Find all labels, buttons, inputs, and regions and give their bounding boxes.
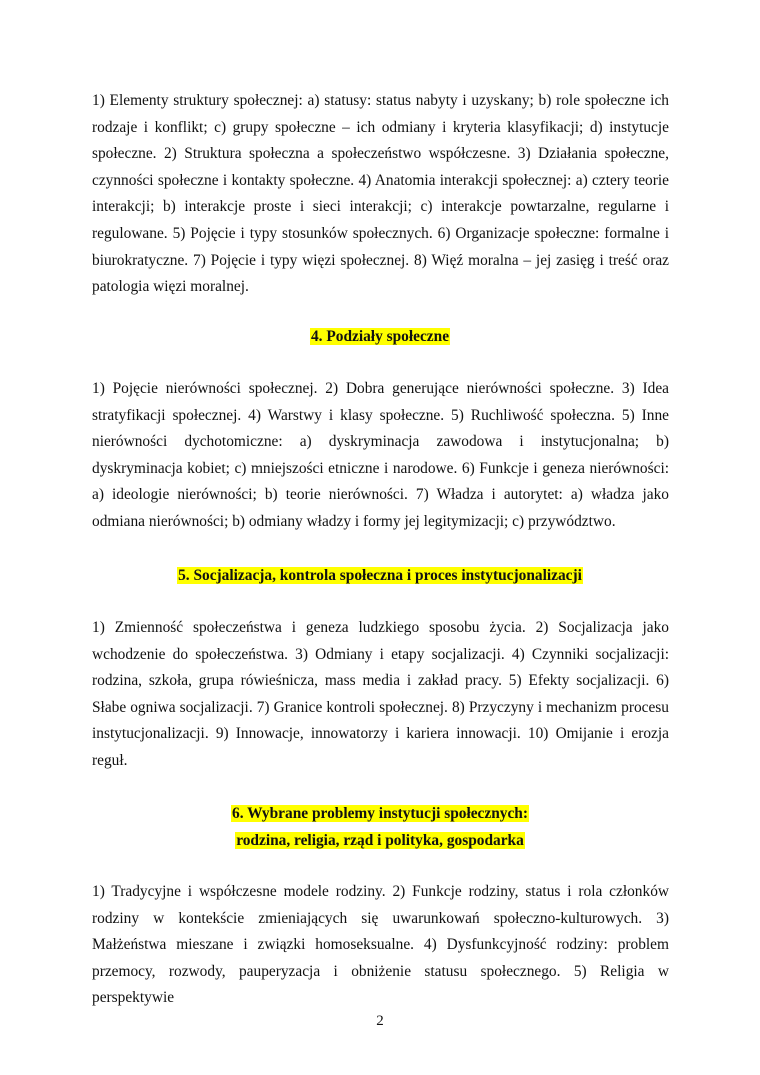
section-6-heading-line2: rodzina, religia, rząd i polityka, gospodarka — [236, 831, 524, 849]
section-4-heading — [0, 324, 760, 351]
section-4-heading-text: 4. Podziały społeczne — [310, 328, 450, 345]
section-6-heading — [0, 801, 760, 854]
paragraph-social-divisions: 1) Pojęcie nierówności społecznej. 2) Dobra generujące nierówności społeczne. 3) Idea stratyfikacji społecznej. 4) Warstwy i klasy społeczne. 5) Ruchliwość społeczna. 5) Inne nierówności dychotomiczne: a) dyskryminacja zawodowa i instytucjonalna; b) dyskryminacja kobiet; c) mniejszości etniczne i narodowe. 6) Funkcje i geneza nierówności: a) ideologie nierówności; b) teorie nierówności. 7) Władza i autorytet: a) władza jako odmiana nierówności; b) odmiany władzy i formy jej legitymizacji; c) przywództwo. — [92, 380, 669, 530]
paragraph-structure-topics: 1) Elementy struktury społecznej: a) statusy: status nabyty i uzyskany; b) role społeczne ich rodzaje i konflikt; c) grupy społeczne – ich odmiany i kryteria klasyfikacji; d) instytucje społeczne. 2) Struktura społeczna a społeczeństwo współczesne. 3) Działania społeczne, czynności społeczne i kontakty społeczne. 4) Anatomia interakcji społecznej: a) cztery teorie interakcji; b) interakcje proste i sieci interakcji; c) interakcje powtarzalne, regularne i regulowane. 5) Pojęcie i typy stosunków społecznych. 6) Organizacje społeczne: formalne i biurokratyczne. 7) Pojęcie i typy więzi społecznej. 8) Więź moralna – jej zasięg i treść oraz patologia więzi moralnej. — [92, 92, 669, 296]
paragraph-socialization: 1) Zmienność społeczeństwa i geneza ludzkiego sposobu życia. 2) Socjalizacja jako wchodzenie do społeczeństwa. 3) Odmiany i etapy socjalizacji. 4) Czynniki socjalizacji: rodzina, szkoła, grupa rówieśnicza, mass media i zakład pracy. 5) Efekty socjalizacji. 6) Słabe ogniwa socjalizacji. 7) Granice kontroli społecznej. 8) Przyczyny i mechanizm procesu instytucjonalizacji. 9) Innowacje, innowatorzy i kariera innowacji. 10) Omijanie i erozja reguł. — [92, 619, 669, 769]
section-6-heading-line1: 6. Wybrane problemy instytucji społecznych: — [232, 805, 528, 822]
section-5-heading — [0, 563, 760, 590]
paragraph-social-institutions: 1) Tradycyjne i współczesne modele rodziny. 2) Funkcje rodziny, status i rola członków rodziny w kontekście zmieniających się uwarunkowań społeczno-kulturowych. 3) Małżeństwa mieszane i związki homoseksualne. 4) Dysfunkcyjność rodziny: problem przemocy, rozwody, pauperyzacja i obniżenie statusu społecznego. 5) Religia w perspektywie — [92, 883, 669, 1007]
page-number: 2 — [376, 1013, 384, 1029]
section-5-heading-text: 5. Socjalizacja, kontrola społeczna i proces instytucjonalizacji — [178, 567, 582, 584]
